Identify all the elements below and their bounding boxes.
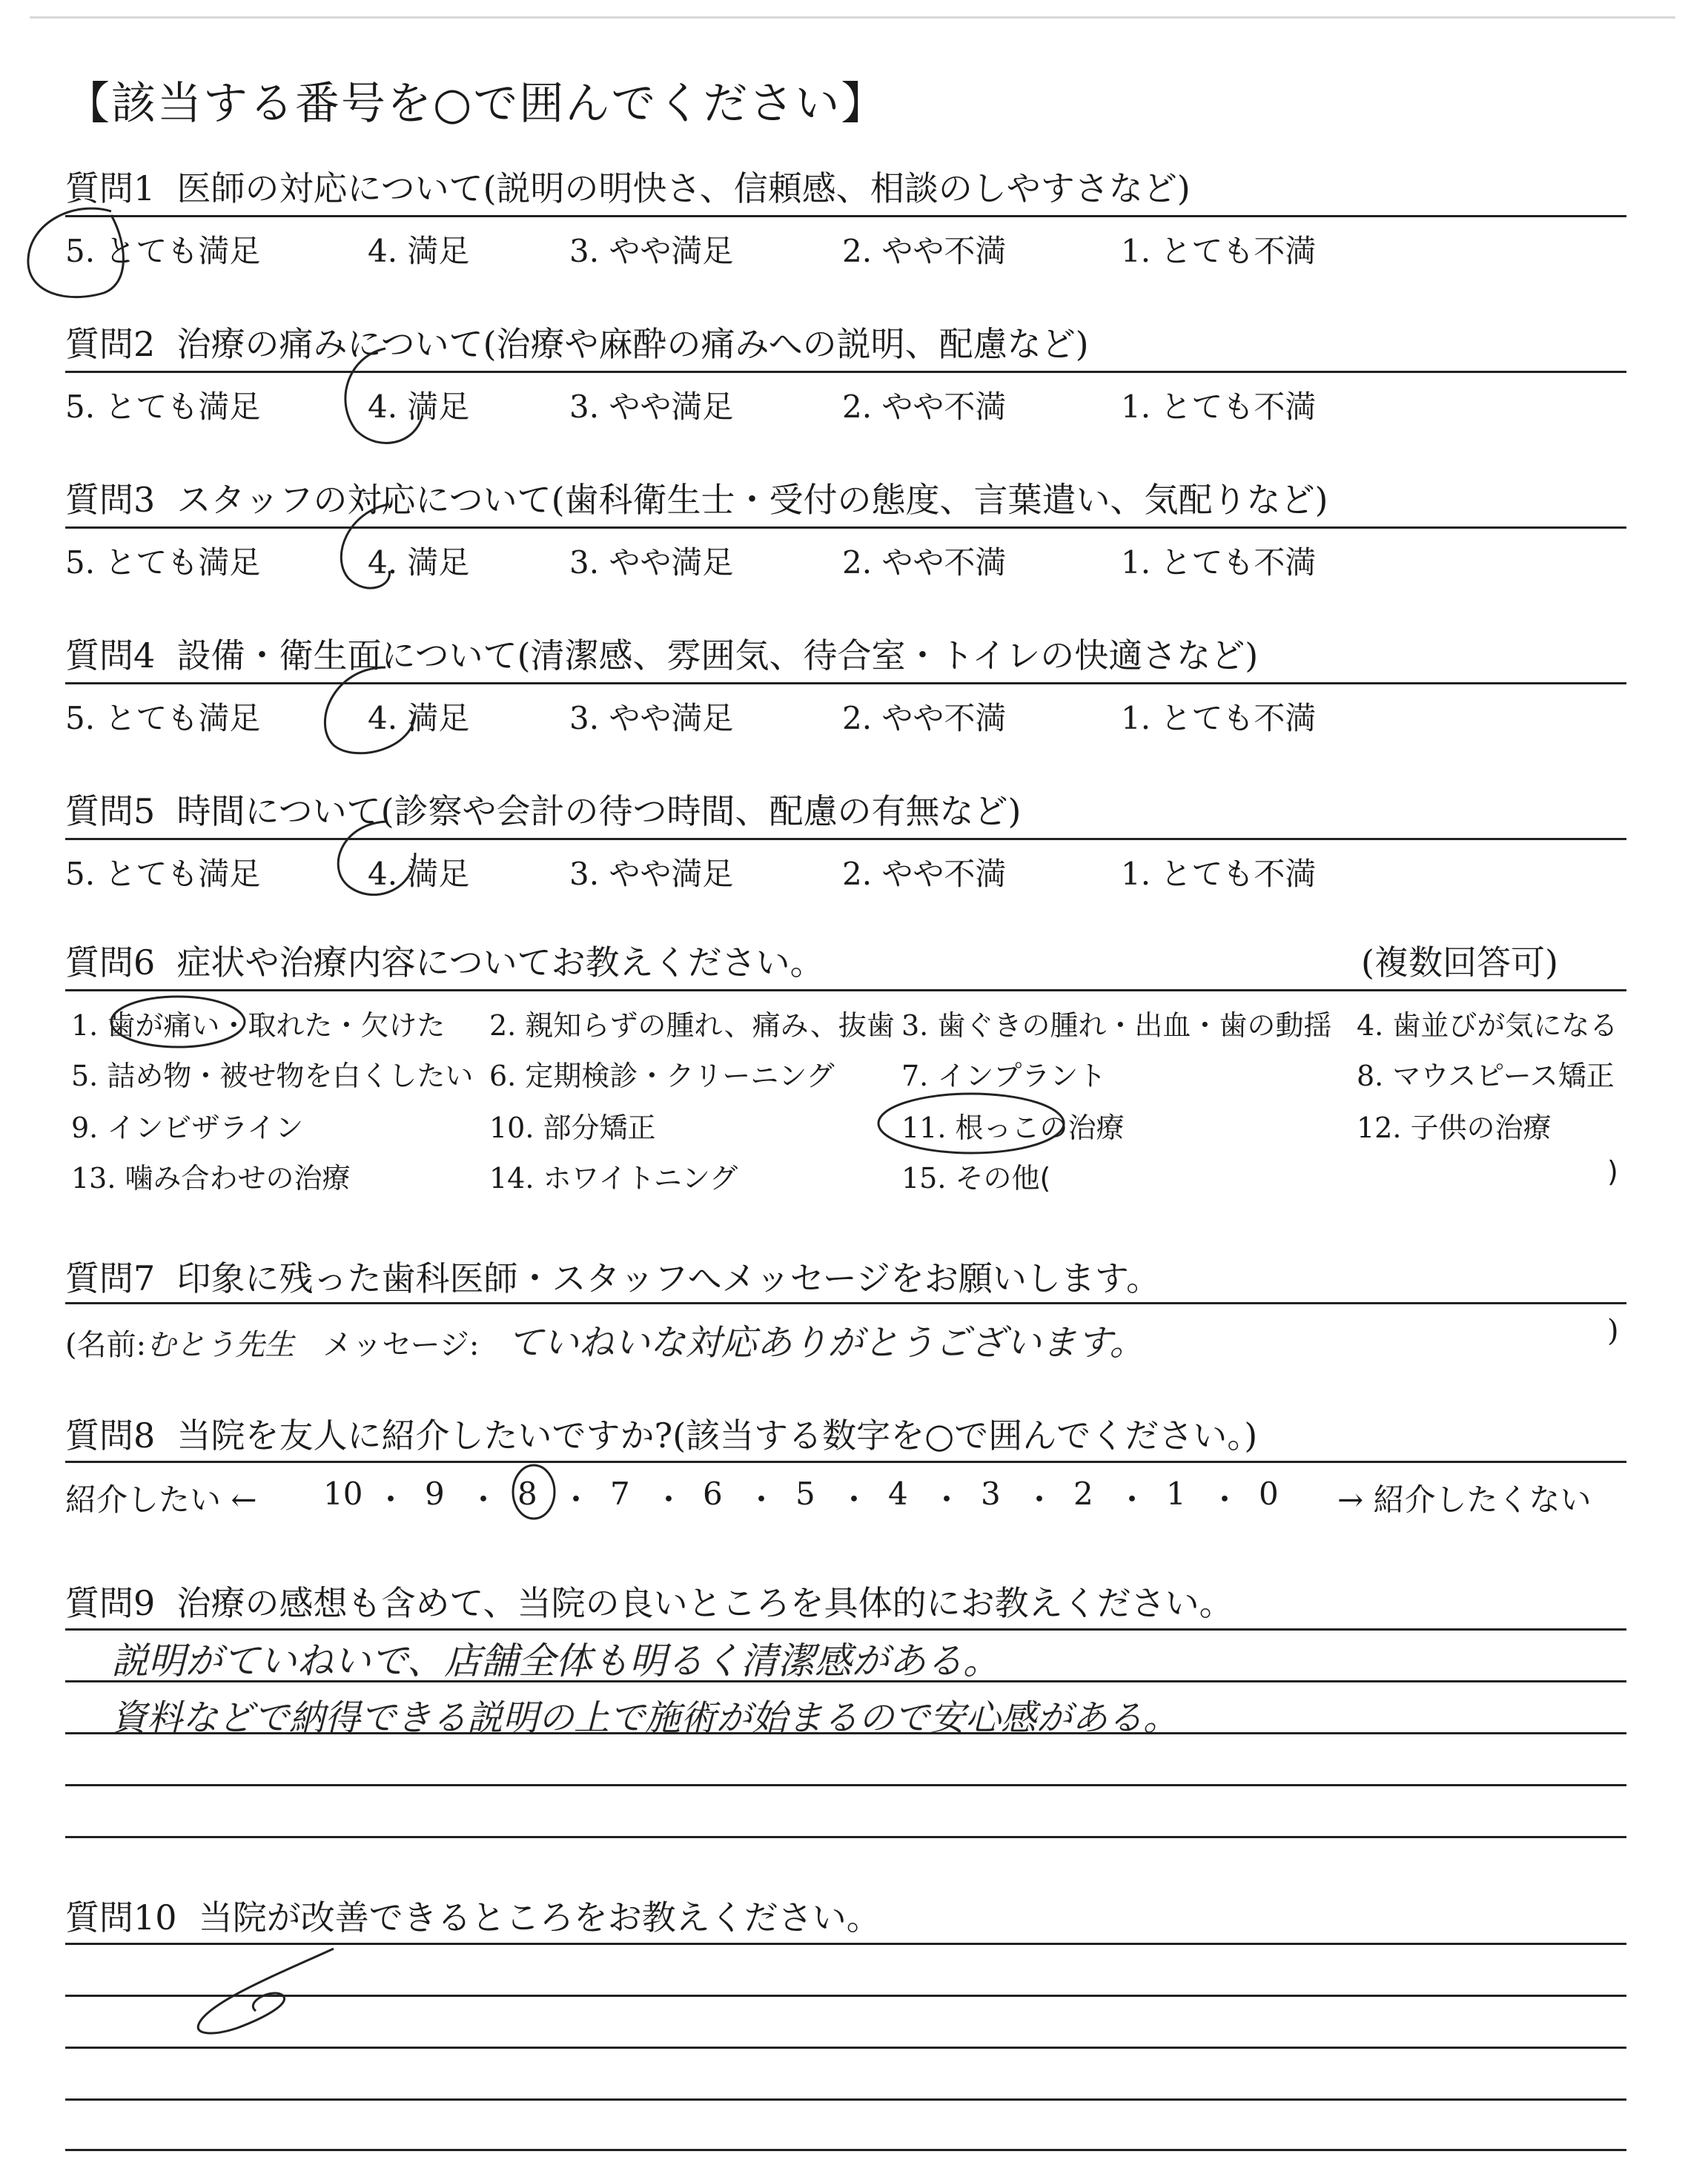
q10-rule-2 xyxy=(65,1995,1626,1997)
q4-text: 設備・衛生面について(清潔感、雰囲気、待合室・トイレの快適さなど) xyxy=(176,635,1259,676)
q5-label: 質問5 xyxy=(65,791,156,831)
q6-option-text: 詰め物・被せ物を白くしたい xyxy=(107,1060,474,1092)
q6-option-number: 6. xyxy=(489,1060,517,1092)
q6-note: (複数回答可) xyxy=(1361,942,1558,982)
q6-option-number: 2. xyxy=(489,1009,517,1042)
q8-separator-dot: ・ xyxy=(468,1482,500,1518)
q10-rule-4 xyxy=(65,2098,1626,2101)
q10-scribble xyxy=(198,1949,334,2033)
q6-option-number: 8. xyxy=(1357,1060,1384,1092)
q6-option-4[interactable] xyxy=(1357,1003,1618,1043)
q6-option-text: インビザライン xyxy=(107,1112,304,1144)
q6-option-number: 10. xyxy=(489,1112,534,1144)
q10-rule-5 xyxy=(65,2149,1626,2151)
q9-heading xyxy=(65,1576,1234,1625)
scan-edge-line xyxy=(30,16,1675,19)
q2-label: 質問2 xyxy=(65,324,156,364)
q8-number-3[interactable]: 3 xyxy=(981,1476,1001,1512)
q6-option-15[interactable] xyxy=(901,1155,1050,1196)
q6-option-number: 1. xyxy=(71,1009,99,1042)
q9-answer-line-1: 説明がていねいで、店舗全体も明るく清潔感がある。 xyxy=(111,1639,1000,1682)
q2-option-2[interactable]: 2. やや不満 xyxy=(842,389,1007,425)
q2-text: 治療の痛みについて(治療や麻酔の痛みへの説明、配慮など) xyxy=(176,324,1089,364)
q8-text: 当院を友人に紹介したいですか?(該当する数字を○で囲んでください。) xyxy=(176,1416,1258,1456)
q10-label: 質問10 xyxy=(65,1898,177,1938)
q7-message-label: メッセージ: xyxy=(322,1328,480,1362)
q8-separator-dot: ・ xyxy=(838,1482,870,1518)
q8-right-label: → 紹介したくない xyxy=(1337,1482,1592,1518)
q10-rule-3 xyxy=(65,2047,1626,2049)
q8-number-2[interactable]: 2 xyxy=(1073,1476,1093,1512)
q10-text: 当院が改善できるところをお教えください。 xyxy=(198,1898,881,1938)
q6-option-text: 定期検診・クリーニング xyxy=(525,1060,835,1092)
q9-rule-1 xyxy=(65,1628,1626,1631)
q1-option-4[interactable]: 4. 満足 xyxy=(368,233,470,269)
q5-option-3[interactable]: 3. やや満足 xyxy=(569,856,734,892)
q8-separator-dot: ・ xyxy=(1024,1482,1056,1518)
q5-option-4[interactable]: 4. 満足 xyxy=(368,856,470,892)
q1-label: 質問1 xyxy=(65,168,156,208)
q6-option-number: 12. xyxy=(1357,1112,1402,1144)
q7-text: 印象に残った歯科医師・スタッフへメッセージをお願いします。 xyxy=(176,1258,1161,1298)
q8-separator-dot: ・ xyxy=(1116,1482,1148,1518)
q1-text: 医師の対応について(説明の明快さ、信頼感、相談のしやすさなど) xyxy=(176,168,1191,208)
q6-option-text: その他( xyxy=(955,1162,1051,1195)
q7-name-label: (名前: xyxy=(65,1328,147,1362)
q8-number-10[interactable]: 10 xyxy=(323,1476,363,1512)
q8-separator-dot: ・ xyxy=(746,1482,778,1518)
q6-option-number: 5. xyxy=(71,1060,99,1092)
q6-option-7[interactable] xyxy=(901,1053,1106,1094)
q8-number-8[interactable]: 8 xyxy=(517,1476,537,1512)
q8-separator-dot: ・ xyxy=(1209,1482,1241,1518)
q7-name-value: むとう先生 xyxy=(146,1328,295,1362)
q7-heading xyxy=(65,1252,1160,1301)
q6-option-text: 根っこの治療 xyxy=(955,1112,1125,1144)
q6-option-text: 歯並びが気になる xyxy=(1392,1009,1618,1042)
q1-option-5[interactable]: 5. とても満足 xyxy=(65,233,261,269)
q3-option-5[interactable]: 5. とても満足 xyxy=(65,544,261,581)
q6-option-8[interactable] xyxy=(1357,1053,1615,1094)
q2-option-1[interactable]: 1. とても不満 xyxy=(1121,389,1317,425)
q2-option-3[interactable]: 3. やや満足 xyxy=(569,389,734,425)
q8-number-6[interactable]: 6 xyxy=(703,1476,723,1512)
q7-close-paren: ) xyxy=(1607,1314,1619,1348)
q7-label: 質問7 xyxy=(65,1258,156,1298)
q5-heading xyxy=(65,785,1022,833)
q5-rule xyxy=(65,838,1626,840)
q6-option-number: 14. xyxy=(489,1162,534,1195)
q6-option-text: ホワイトニング xyxy=(543,1162,738,1195)
q8-heading xyxy=(65,1409,1257,1458)
q2-option-5[interactable]: 5. とても満足 xyxy=(65,389,261,425)
q6-option-1[interactable] xyxy=(71,1003,445,1043)
q6-option-number: 9. xyxy=(71,1112,99,1144)
q6-option-10[interactable] xyxy=(489,1105,656,1146)
q3-option-2[interactable]: 2. やや不満 xyxy=(842,544,1007,581)
q8-separator-dot: ・ xyxy=(560,1482,592,1518)
q6-rule xyxy=(65,989,1626,991)
q6-option-2[interactable] xyxy=(489,1003,895,1043)
q6-option-text: 歯ぐきの腫れ・出血・歯の動揺 xyxy=(937,1009,1332,1042)
q4-option-4[interactable]: 4. 満足 xyxy=(368,700,470,736)
q9-rule-5 xyxy=(65,1836,1626,1838)
q8-separator-dot: ・ xyxy=(653,1482,685,1518)
q6-option-text: 親知らずの腫れ、痛み、抜歯 xyxy=(525,1009,895,1042)
q6-option-11[interactable] xyxy=(901,1105,1125,1146)
q7-rule xyxy=(65,1302,1626,1304)
q6-option-text: 歯が痛い・取れた・欠けた xyxy=(107,1009,446,1042)
q8-rule xyxy=(65,1461,1626,1463)
q6-option-text: 子供の治療 xyxy=(1410,1112,1552,1144)
q4-option-1[interactable]: 1. とても不満 xyxy=(1121,700,1317,736)
q1-heading xyxy=(65,162,1191,211)
q6-option-number: 3. xyxy=(901,1009,929,1042)
q5-option-1[interactable]: 1. とても不満 xyxy=(1121,856,1317,892)
q4-option-5[interactable]: 5. とても満足 xyxy=(65,700,261,736)
q6-option-number: 4. xyxy=(1357,1009,1384,1042)
q3-text: スタッフの対応について(歯科衛生士・受付の態度、言葉遣い、気配りなど) xyxy=(176,480,1328,520)
q6-text: 症状や治療内容についてお教えください。 xyxy=(176,942,824,982)
q6-option-number: 13. xyxy=(71,1162,116,1195)
q3-label: 質問3 xyxy=(65,480,156,520)
q6-option-text: 部分矯正 xyxy=(543,1112,656,1144)
q4-option-2[interactable]: 2. やや不満 xyxy=(842,700,1007,736)
q3-option-1[interactable]: 1. とても不満 xyxy=(1121,544,1317,581)
q8-label: 質問8 xyxy=(65,1416,156,1456)
q4-label: 質問4 xyxy=(65,635,156,676)
q8-number-1[interactable]: 1 xyxy=(1166,1476,1186,1512)
q6-option-number: 7. xyxy=(901,1060,929,1092)
q8-separator-dot: ・ xyxy=(931,1482,963,1518)
q3-option-4[interactable]: 4. 満足 xyxy=(368,544,470,581)
q2-option-4[interactable]: 4. 満足 xyxy=(368,389,470,425)
q8-left-label: 紹介したい ← xyxy=(65,1482,257,1518)
q7-answer-row xyxy=(65,1314,1145,1365)
q6-option-number: 11. xyxy=(901,1112,947,1144)
q6-option-text: マウスピース矯正 xyxy=(1392,1060,1615,1092)
q6-option-text: インプラント xyxy=(937,1060,1107,1092)
q6-option-text: 噛み合わせの治療 xyxy=(125,1162,351,1195)
q4-option-3[interactable]: 3. やや満足 xyxy=(569,700,734,736)
q8-number-4[interactable]: 4 xyxy=(888,1476,908,1512)
q4-heading xyxy=(65,629,1258,678)
q7-message-value: ていねいな対応ありがとうございます。 xyxy=(507,1322,1145,1364)
page-title: 【該当する番号を○で囲んでください】 xyxy=(65,78,887,130)
q3-rule xyxy=(65,526,1626,529)
q8-number-0[interactable]: 0 xyxy=(1259,1476,1279,1512)
q10-heading xyxy=(65,1891,881,1940)
q3-option-3[interactable]: 3. やや満足 xyxy=(569,544,734,581)
q4-rule xyxy=(65,682,1626,684)
q6-option-14[interactable] xyxy=(489,1155,738,1196)
q5-option-5[interactable]: 5. とても満足 xyxy=(65,856,261,892)
q6-option-13[interactable] xyxy=(71,1155,351,1196)
q5-option-2[interactable]: 2. やや不満 xyxy=(842,856,1007,892)
q5-text: 時間について(診察や会計の待つ時間、配慮の有無など) xyxy=(176,791,1022,831)
q10-rule-1 xyxy=(65,1943,1626,1945)
q3-heading xyxy=(65,473,1328,522)
q1-rule xyxy=(65,215,1626,217)
q1-option-2[interactable]: 2. やや不満 xyxy=(842,233,1007,269)
q6-option-3[interactable] xyxy=(901,1003,1331,1043)
q1-option-3[interactable]: 3. やや満足 xyxy=(569,233,734,269)
q8-number-7[interactable]: 7 xyxy=(610,1476,630,1512)
q2-heading xyxy=(65,317,1089,366)
q6-heading xyxy=(65,936,824,985)
q8-number-9[interactable]: 9 xyxy=(425,1476,445,1512)
q1-option-1[interactable]: 1. とても不満 xyxy=(1121,233,1317,269)
q6-option-5[interactable] xyxy=(71,1053,473,1094)
q8-separator-dot: ・ xyxy=(375,1482,407,1518)
q9-rule-4 xyxy=(65,1784,1626,1786)
q6-option-12[interactable] xyxy=(1357,1105,1552,1146)
q6-option-6[interactable] xyxy=(489,1053,835,1094)
q2-rule xyxy=(65,371,1626,373)
q6-option-9[interactable] xyxy=(71,1105,303,1146)
q8-number-5[interactable]: 5 xyxy=(795,1476,815,1512)
q9-answer-line-2: 資料などで納得できる説明の上で施術が始まるので安心感がある。 xyxy=(111,1697,1179,1739)
q6-option-number: 15. xyxy=(901,1162,947,1195)
q9-label: 質問9 xyxy=(65,1583,156,1623)
q6-label: 質問6 xyxy=(65,942,156,982)
q9-text: 治療の感想も含めて、当院の良いところを具体的にお教えください。 xyxy=(176,1583,1234,1623)
q6-other-close-paren: ) xyxy=(1607,1155,1618,1188)
